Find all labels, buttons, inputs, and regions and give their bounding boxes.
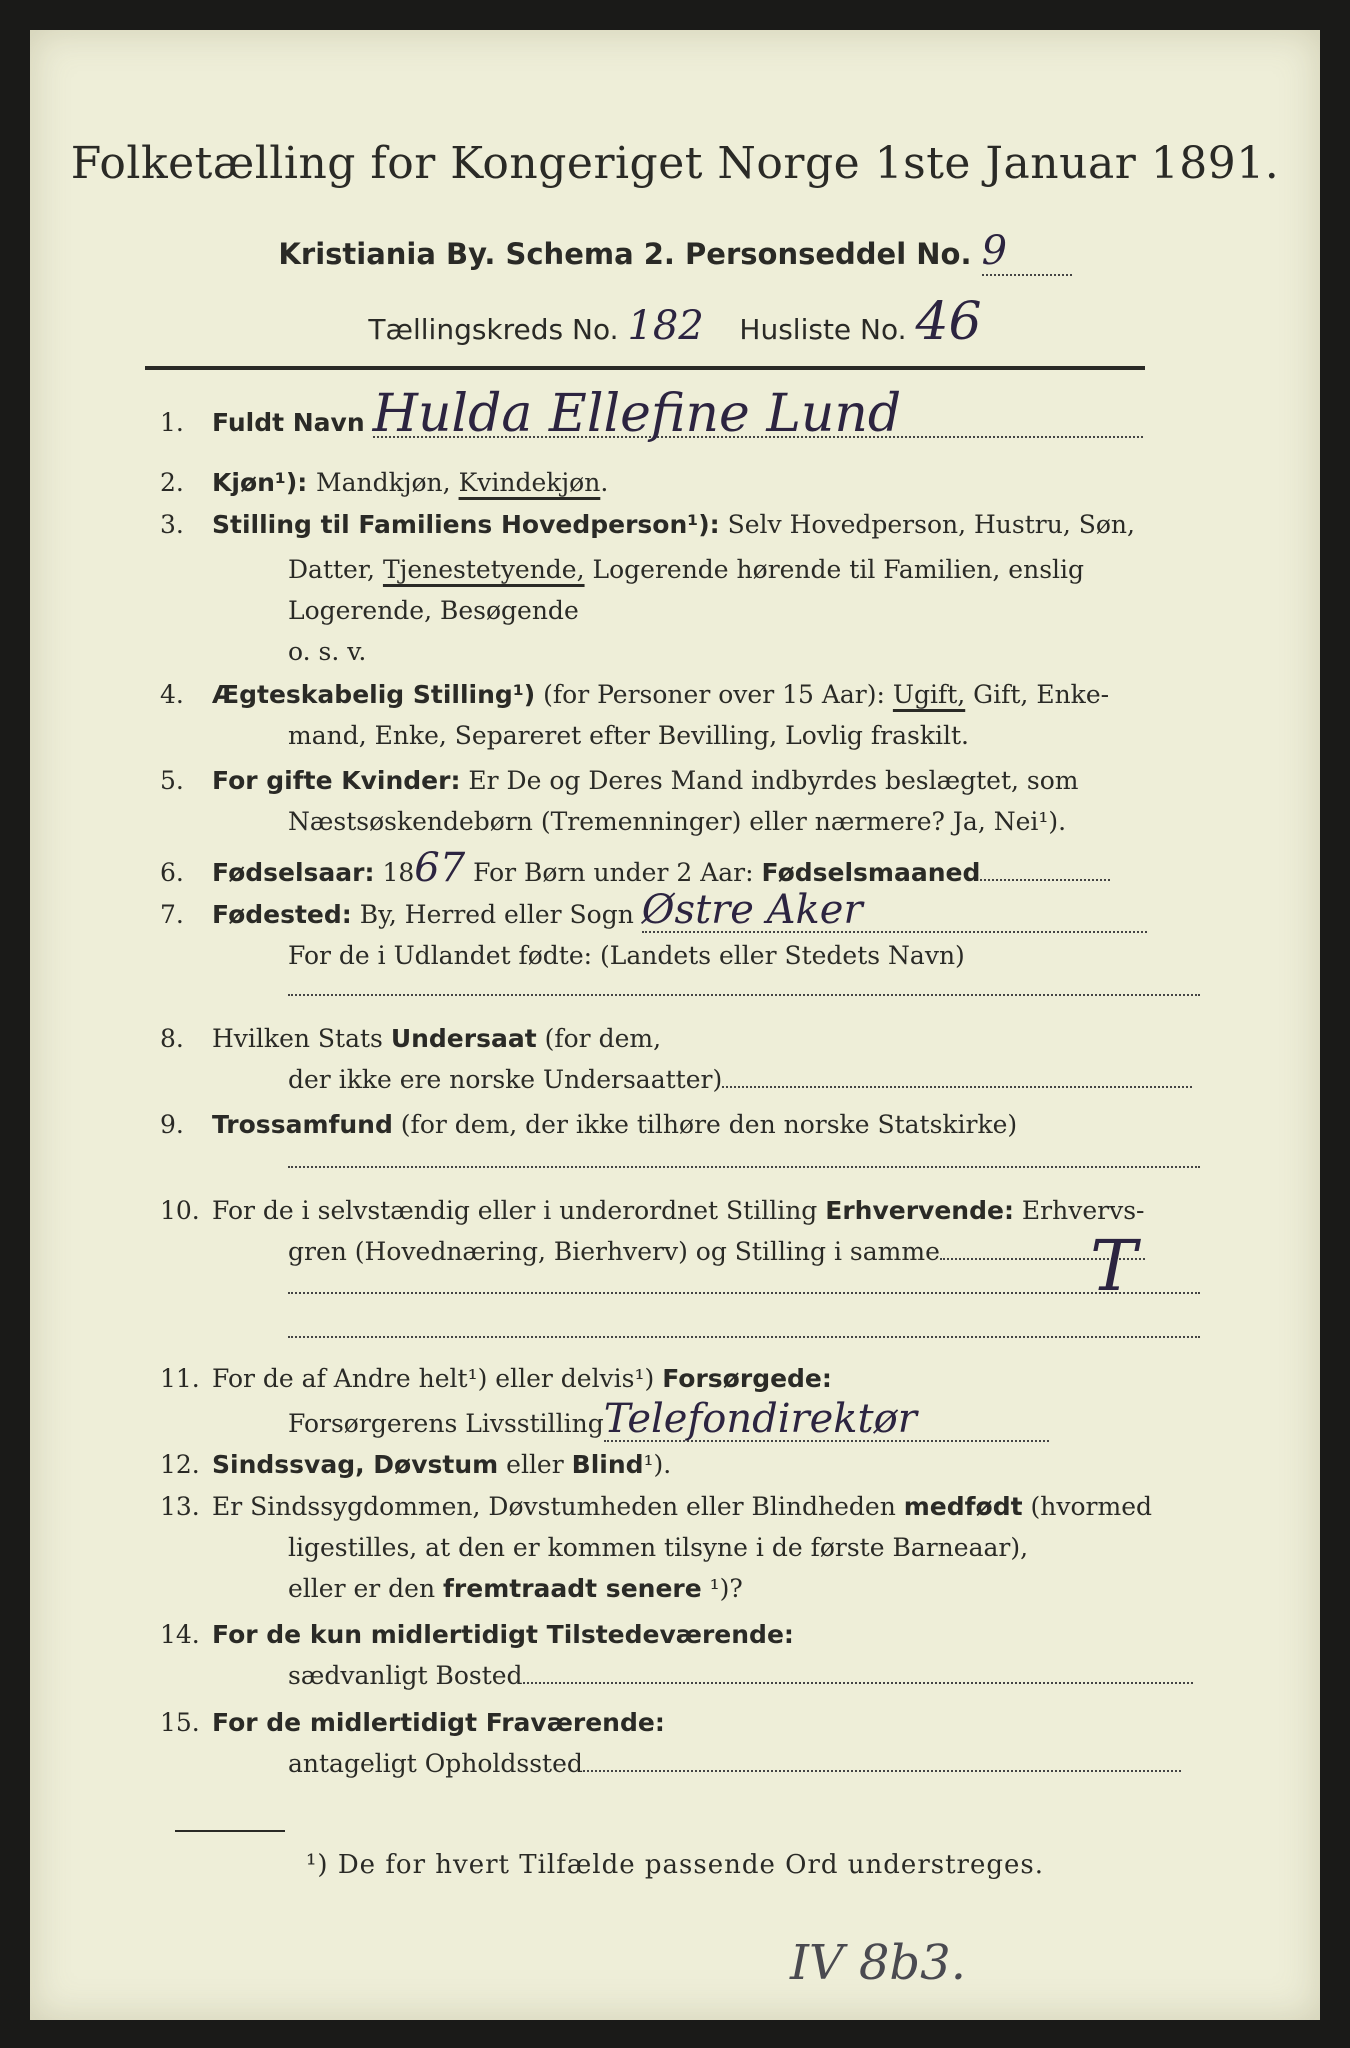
question-15 (160, 1702, 1200, 1784)
question-number: 10. (160, 1196, 200, 1225)
question-number: 11. (160, 1364, 200, 1393)
question-label: Fødested: (212, 900, 352, 929)
question-number: 6. (160, 858, 184, 887)
occupation-answer: T (1090, 1225, 1137, 1307)
question-5 (160, 760, 1200, 842)
question-label: Undersaat (390, 1024, 537, 1053)
question-text: Næstsøskendebørn (Tremenninger) eller nærmere? Ja, Nei¹). (288, 807, 1067, 836)
question-number: 7. (160, 900, 184, 929)
question-number: 1. (160, 408, 184, 437)
question-label: Kjøn¹): (212, 468, 316, 497)
question-label: fremtraadt senere (443, 1574, 702, 1603)
year-prefix: 18 (374, 858, 415, 887)
question-number: 8. (160, 1024, 184, 1053)
question-text: ¹)? (701, 1574, 743, 1603)
husliste-number: 46 (915, 292, 982, 352)
question-label: medfødt (903, 1492, 1023, 1521)
question-text: (for dem, (536, 1024, 662, 1053)
question-label: Forsørgede: (662, 1364, 832, 1393)
taellingskreds-label: Tællingskreds No. (368, 313, 619, 346)
question-text: Logerende, Besøgende (288, 596, 579, 625)
provider-occupation-answer: Telefondirektør (604, 1399, 1049, 1442)
header-rule (145, 366, 1145, 370)
option-tjenestetyende-selected: Tjenestetyende, (382, 555, 585, 584)
temporary-residence-field (583, 1770, 1181, 1772)
census-form-page (30, 30, 1320, 2020)
question-label: Stilling til Familiens Hovedperson¹): (212, 510, 720, 539)
citizenship-field (722, 1086, 1192, 1088)
question-text: Er De og Deres Mand indbyrdes beslægtet, som (460, 766, 1079, 795)
question-number: 12. (160, 1450, 200, 1479)
question-label: Ægteskabelig Stilling¹) (212, 680, 536, 709)
question-text: eller er den (288, 1574, 444, 1603)
district-line (30, 292, 1320, 352)
question-label: For de midlertidigt Fraværende: (212, 1708, 665, 1737)
question-2 (160, 462, 1200, 503)
question-label: Fuldt Navn (212, 408, 365, 437)
question-label: Blind (571, 1450, 644, 1479)
question-text: For de i Udlandet fødte: (Landets eller Stedets Navn) (288, 941, 965, 970)
question-label: Fødselsaar: (212, 858, 375, 887)
question-1 (160, 384, 1200, 444)
husliste-label: Husliste No. (739, 313, 907, 346)
question-text: Datter, (288, 555, 383, 584)
question-text: der ikke ere norske Undersaatter) (288, 1065, 723, 1094)
religion-line (288, 1166, 1200, 1168)
question-text: (for Personer over 15 Aar): (535, 680, 893, 709)
taellingskreds-number: 182 (627, 303, 704, 349)
question-text: ligestilles, at den er kommen tilsyne i de første Barneaar), (288, 1533, 1029, 1562)
question-number: 5. (160, 766, 184, 795)
question-11 (160, 1358, 1200, 1444)
question-text: ¹). (643, 1450, 672, 1479)
question-text: Forsørgerens Livsstilling (288, 1409, 604, 1438)
question-10 (160, 1190, 1200, 1272)
question-text: (hvormed (1022, 1492, 1152, 1521)
usual-residence-field (523, 1682, 1193, 1684)
question-label: Fødselsmaaned (761, 858, 981, 887)
question-text: By, Herred eller Sogn (351, 900, 634, 929)
full-name-answer: Hulda Ellefine Lund (373, 392, 1143, 438)
question-text: For de af Andre helt¹) eller delvis¹) (212, 1364, 663, 1393)
occupation-line-2 (288, 1292, 1200, 1294)
question-12 (160, 1444, 1200, 1485)
question-text: For de i selvstændig eller i underordnet Stilling (212, 1196, 826, 1225)
question-text: Gift, Enke- (965, 680, 1110, 709)
question-8 (160, 1018, 1200, 1100)
question-text: gren (Hovednæring, Bierhverv) og Stilling i samme (288, 1237, 940, 1266)
birthplace-abroad-line (288, 994, 1200, 996)
question-text: Erhvervs- (1013, 1196, 1145, 1225)
question-number: 13. (160, 1492, 200, 1521)
option-male: Mandkjøn, (316, 468, 459, 497)
question-text: mand, Enke, Separeret efter Bevilling, Lovlig fraskilt. (288, 721, 969, 750)
question-label: Sindssvag, Døvstum (212, 1450, 499, 1479)
question-text: For Børn under 2 Aar: (465, 858, 762, 887)
question-13 (160, 1486, 1200, 1609)
question-number: 2. (160, 468, 184, 497)
question-label: Erhvervende: (825, 1196, 1014, 1225)
question-number: 3. (160, 510, 184, 539)
question-number: 15. (160, 1708, 200, 1737)
question-text: Selv Hovedperson, Hustru, Søn, (719, 510, 1135, 539)
question-label: For gifte Kvinder: (212, 766, 461, 795)
birth-month-field (980, 879, 1110, 881)
birthplace-answer: Østre Aker (642, 890, 1147, 933)
option-female-selected: Kvindekjøn (458, 468, 601, 497)
question-7 (160, 887, 1200, 976)
footnote: ¹) De for hvert Tilfælde passende Ord understreges. (305, 1850, 1044, 1880)
question-text: antageligt Opholdssted (288, 1749, 583, 1778)
question-4 (160, 674, 1200, 756)
schema-label: Kristiania By. Schema 2. Personseddel No. (278, 237, 972, 271)
question-text: Hvilken Stats (212, 1024, 391, 1053)
personseddel-number: 9 (982, 228, 1072, 276)
question-9 (160, 1104, 1200, 1145)
question-14 (160, 1614, 1200, 1696)
question-text: eller (498, 1450, 572, 1479)
punctuation: . (600, 468, 609, 497)
question-number: 14. (160, 1620, 200, 1649)
occupation-line-3 (288, 1336, 1200, 1338)
archive-mark: IV 8b3. (790, 1935, 966, 1991)
question-text: Er Sindssygdommen, Døvstumheden eller Blindheden (212, 1492, 904, 1521)
question-number: 9. (160, 1110, 184, 1139)
question-number: 4. (160, 680, 184, 709)
question-text: sædvanligt Bosted (288, 1661, 523, 1690)
option-ugift-selected: Ugift, (892, 680, 966, 709)
question-text: (for dem, der ikke tilhøre den norske Statskirke) (392, 1110, 1018, 1139)
question-label: For de kun midlertidigt Tilstedeværende: (212, 1620, 794, 1649)
footnote-rule (175, 1830, 285, 1832)
form-title: Folketælling for Kongeriget Norge 1ste Januar 1891. (70, 138, 1280, 189)
question-text: Logerende hørende til Familien, enslig (584, 555, 1085, 584)
birth-year-answer: 67 (414, 845, 466, 891)
form-subtitle (30, 228, 1320, 276)
question-label: Trossamfund (212, 1110, 393, 1139)
question-3 (160, 504, 1200, 672)
question-text: o. s. v. (288, 637, 367, 666)
